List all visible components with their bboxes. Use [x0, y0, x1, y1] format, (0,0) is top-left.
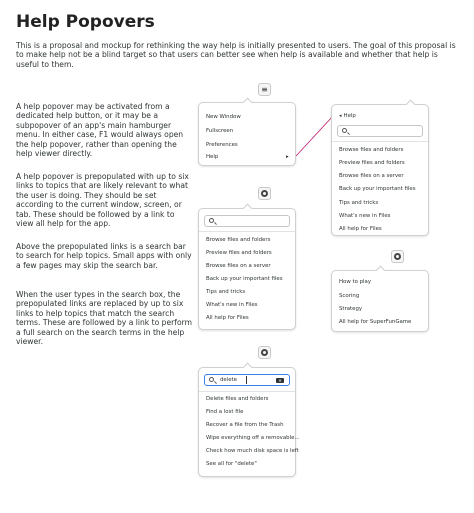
help-link[interactable]: Preview files and folders: [339, 160, 405, 166]
chevron-right-icon: ▸: [286, 154, 289, 160]
search-query: delete: [220, 377, 237, 383]
help-gear-icon: [261, 349, 268, 356]
chevron-left-icon: ◂: [339, 113, 342, 119]
help-subpopover: [331, 104, 429, 236]
help-gear-icon: [261, 190, 268, 197]
menu-item-help[interactable]: [206, 154, 288, 160]
search-input[interactable]: [337, 125, 423, 137]
help-link[interactable]: Browse files on a server: [206, 263, 271, 269]
paragraph-prepopulated: A help popover is prepopulated with up to six links to topics that are likely relevant to what the user is doing. They should be set according to the current window, screen, or tab. These should be followed by a link to view all help for the app.: [16, 172, 189, 229]
menu-item-help-label: Help: [206, 154, 219, 160]
text-caret: [246, 376, 247, 384]
help-button[interactable]: [258, 346, 271, 359]
intro-paragraph: This is a proposal and mockup for rethinking the way help is initially presented to users. The goal of this proposal is to make help not be a blind target so that users can better see when help is available and whether that help is useful to them.: [16, 41, 456, 69]
game-help-popover: [331, 270, 429, 332]
help-link[interactable]: Browse files on a server: [339, 173, 404, 179]
help-link[interactable]: What's new in Files: [339, 213, 391, 219]
help-link[interactable]: Browse files and folders: [339, 147, 404, 153]
help-button[interactable]: [391, 250, 404, 263]
help-link[interactable]: Back up your important files: [206, 276, 283, 282]
search-icon: [342, 128, 347, 133]
help-link[interactable]: Tips and tricks: [339, 200, 379, 206]
back-label: Help: [343, 113, 356, 119]
hamburger-icon: ≡: [261, 85, 268, 94]
menu-item-preferences[interactable]: Preferences: [206, 142, 238, 148]
clear-icon[interactable]: ✕: [276, 378, 284, 383]
search-icon: [209, 377, 214, 382]
menu-item-new-window[interactable]: New Window: [206, 114, 241, 120]
help-link[interactable]: Strategy: [339, 306, 363, 312]
divider: [199, 391, 295, 392]
menu-item-fullscreen[interactable]: Fullscreen: [206, 128, 234, 134]
search-result-link[interactable]: Wipe everything off a removable...: [206, 435, 300, 441]
help-link[interactable]: Tips and tricks: [206, 289, 246, 295]
menu-button[interactable]: [258, 83, 271, 96]
all-help-link[interactable]: All help for SuperFunGame: [339, 319, 412, 325]
search-input[interactable]: [204, 374, 290, 386]
paragraph-search-bar: Above the prepopulated links is a search bar to search for help topics. Small apps with only a few pages may skip the search bar.: [16, 242, 192, 270]
search-icon: [209, 218, 214, 223]
see-all-link[interactable]: See all for "delete": [206, 461, 257, 467]
page-title: Help Popovers: [16, 12, 155, 32]
help-button[interactable]: [258, 187, 271, 200]
search-result-link[interactable]: Check how much disk space is left: [206, 448, 299, 454]
main-menu-popover: [198, 102, 296, 166]
paragraph-activation: A help popover may be activated from a dedicated help button, or it may be a subpopover of an app's main hamburger menu. In either case, F1 would always open the help popover, rather than opening the help viewer directly.: [16, 102, 184, 159]
all-help-link[interactable]: All help for Files: [339, 226, 382, 232]
help-gear-icon: [394, 253, 401, 260]
help-link[interactable]: How to play: [339, 279, 372, 285]
paragraph-search-results: When the user types in the search box, the prepopulated links are replaced by up to six links to help topics that match the search terms. These are followed by a link to perform a full search on the search terms in the help viewer.: [16, 290, 192, 347]
files-help-popover: [198, 208, 296, 330]
back-button[interactable]: [339, 113, 356, 119]
all-help-link[interactable]: All help for Files: [206, 315, 249, 321]
search-result-link[interactable]: Find a lost file: [206, 409, 244, 415]
divider: [332, 141, 428, 142]
help-link[interactable]: Scoring: [339, 293, 360, 299]
divider: [199, 231, 295, 232]
search-result-link[interactable]: Delete files and folders: [206, 396, 269, 402]
help-link[interactable]: Preview files and folders: [206, 250, 272, 256]
search-results-popover: [198, 367, 300, 477]
help-link[interactable]: Browse files and folders: [206, 237, 271, 243]
help-link[interactable]: What's new in Files: [206, 302, 258, 308]
search-input[interactable]: [204, 215, 290, 227]
search-result-link[interactable]: Recover a file from the Trash: [206, 422, 284, 428]
help-link[interactable]: Back up your important files: [339, 186, 416, 192]
